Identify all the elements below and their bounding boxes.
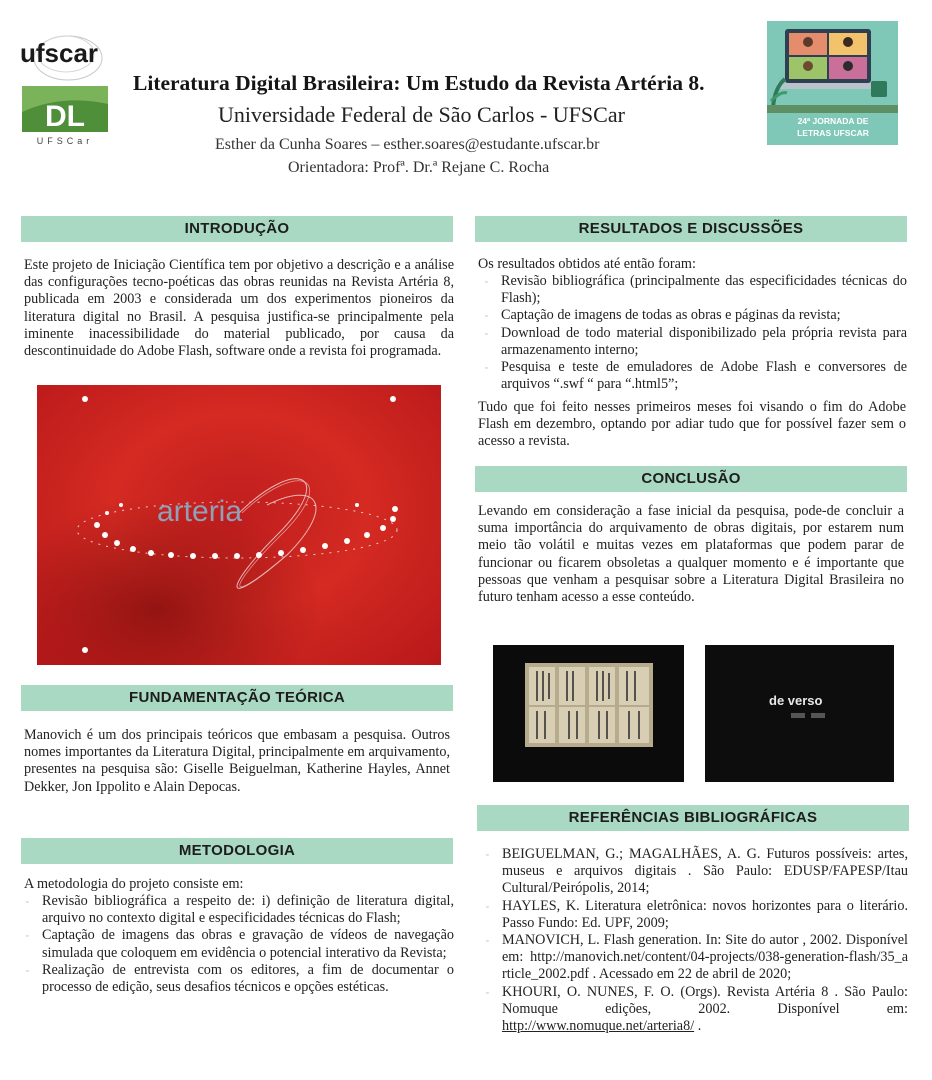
fundamentacao-heading: FUNDAMENTAÇÃO TEÓRICA bbox=[21, 685, 453, 711]
dl-logo-text: DL bbox=[45, 100, 85, 133]
arteria-screenshot bbox=[37, 385, 441, 665]
poster-title: Literatura Digital Brasileira: Um Estudo da Revista Artéria 8. bbox=[133, 71, 705, 95]
artwork-screenshot-1 bbox=[493, 645, 684, 782]
referencias-heading: REFERÊNCIAS BIBLIOGRÁFICAS bbox=[477, 805, 909, 831]
metodologia-item: ▫ Revisão bibliográfica a respeito de: i) definição de literatura digital, arquivo no contexto digital e especificidades técnicas do Flash; bbox=[24, 893, 454, 927]
resultados-intro: Os resultados obtidos até então foram: bbox=[478, 256, 696, 272]
dl-logo-subtext: UFSCar bbox=[36, 136, 94, 146]
reference-text: KHOURI, O. NUNES, F. O. (Orgs). Revista Artéria 8 . São Paulo: Nomuque edições, 2002. Disponível em: bbox=[502, 983, 908, 1017]
event-badge-label: 24ª JORNADA DE LETRAS UFSCAR bbox=[797, 116, 869, 138]
arteria-image-word: arteria bbox=[157, 495, 243, 528]
resultados-heading: RESULTADOS E DISCUSSÕES bbox=[475, 216, 907, 242]
conclusao-heading: CONCLUSÃO bbox=[475, 466, 907, 492]
reference-item: ▫ BEIGUELMAN, G.; MAGALHÃES, A. G. Futuros possíveis: artes, museus e arquivos digitais . São Paulo: EDUSP/FAPESP/Itau Cultural/Peirópolis, 2014; bbox=[484, 846, 908, 898]
metodologia-item: ▫ Realização de entrevista com os editores, a fim de documentar o processo de edição, seus desafios técnicos e opções estéticas. bbox=[24, 962, 454, 996]
resultados-item: ▫ Download de todo material disponibilizado pela própria revista para armazenamento interno; bbox=[483, 325, 907, 359]
author-line: Esther da Cunha Soares – esther.soares@estudante.ufscar.br bbox=[215, 136, 600, 153]
dl-logo bbox=[22, 86, 108, 148]
metodologia-heading: METODOLOGIA bbox=[21, 838, 453, 864]
resultados-item: ▫ Revisão bibliográfica (principalmente das especificidades técnicas do Flash); bbox=[483, 273, 907, 307]
de-verso-word: de verso bbox=[769, 693, 823, 708]
conclusao-text: Levando em consideração a fase inicial da pesquisa, pode-de concluir a suma importância do arquivamento de obras digitais, por estarem num meio tão volátil e muitas vezes em plataformas que podem parar de funcionar ou ficarem obsoletas a qualquer momento e é importante que pessoas que venham a pesquisar sobre a Literatura Digital Brasileira no futuro tenham acesso a esse conteúdo. bbox=[478, 503, 904, 606]
intro-heading: INTRODUÇÃO bbox=[21, 216, 453, 242]
reference-tail: . bbox=[694, 1018, 702, 1035]
metodologia-intro: A metodologia do projeto consiste em: bbox=[24, 876, 244, 892]
referencias-list bbox=[484, 846, 908, 1035]
video-call-illustration bbox=[767, 21, 898, 113]
artwork-screenshot-2 bbox=[705, 645, 894, 782]
resultados-list bbox=[483, 273, 907, 393]
reference-item bbox=[484, 984, 908, 1036]
resultados-outro: Tudo que foi feito nesses primeiros meses foi visando o fim do Adobe Flash em dezembro, optando por adiar tudo que for possível fazer sem o acesso a revista. bbox=[478, 399, 906, 450]
ufscar-logo bbox=[18, 28, 110, 82]
ufscar-logo-text: ufscar bbox=[20, 38, 99, 68]
metodologia-list bbox=[24, 893, 454, 996]
university-name: Universidade Federal de São Carlos - UFSCar bbox=[218, 102, 625, 127]
event-badge bbox=[767, 21, 898, 145]
intro-text: Este projeto de Iniciação Científica tem por objetivo a descrição e a análise das configurações tecno-poéticas das obras reunidas na Revista Artéria 8, publicada em 2003 e considerada um dos experimentos pioneiros da literatura digital no Brasil. A pesquisa justifica-se principalmente pela iminente inacessibilidade do material publicado, por causa da descontinuidade do Adobe Flash, software onde a revista foi programada. bbox=[24, 257, 454, 360]
reference-item: ▫ MANOVICH, L. Flash generation. In: Site do autor , 2002. Disponível em: http://manovich.net/content/04-projects/038-generation-flash/35_article_2002.pdf . Acessado em 22 de abril de 2020; bbox=[484, 932, 908, 984]
advisor-line: Orientadora: Profª. Dr.ª Rejane C. Rocha bbox=[288, 159, 550, 176]
nomuque-link[interactable]: http://www.nomuque.net/arteria8/ bbox=[502, 1018, 695, 1035]
resultados-item: ▫ Captação de imagens de todas as obras e páginas da revista; bbox=[483, 307, 907, 324]
metodologia-item: ▫ Captação de imagens das obras e gravação de vídeos de navegação simulada que coloquem em evidência o potencial interativo da Revista; bbox=[24, 927, 454, 961]
fundamentacao-text: Manovich é um dos principais teóricos que embasam a pesquisa. Outros nomes importantes da Literatura Digital, principalmente em arquivamento, presentes na pesquisa são: Giselle Beiguelman, Katherine Hayles, Annet Dekker, Jon Ippolito e Alain Depocas. bbox=[24, 727, 450, 795]
resultados-item: ▫ Pesquisa e teste de emuladores de Adobe Flash e conversores de arquivos “.swf “ para “.html5”; bbox=[483, 359, 907, 393]
reference-item: ▫ HAYLES, K. Literatura eletrônica: novos horizontes para o literário. Passo Fundo: Ed. UPF, 2009; bbox=[484, 898, 908, 932]
